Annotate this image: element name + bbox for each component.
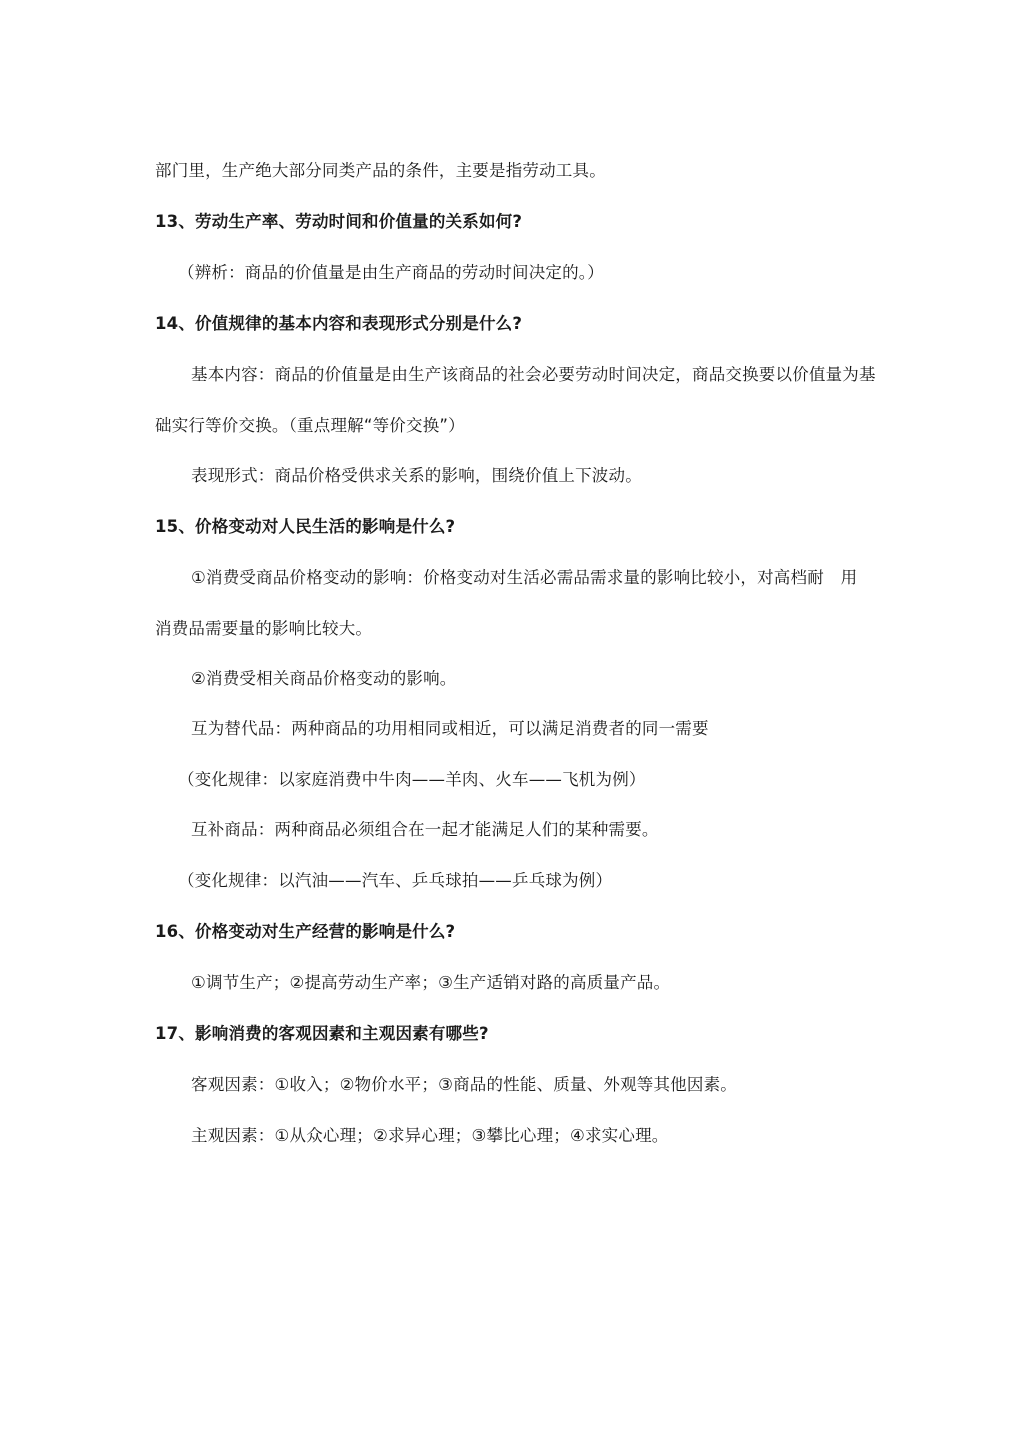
text-line: 消费品需要量的影响比较大。 (155, 619, 373, 638)
text-line: 础实行等价交换。（重点理解“等价交换”） (155, 416, 465, 435)
text-line: 基本内容：商品的价值量是由生产该商品的社会必要劳动时间决定，商品交换要以价值量为基 (191, 365, 876, 384)
text-line: 部门里，生产绝大部分同类产品的条件，主要是指劳动工具。 (155, 161, 606, 180)
text-line: ①调节生产；②提高劳动生产率；③生产适销对路的高质量产品。 (191, 973, 671, 992)
text-line: ①消费受商品价格变动的影响：价格变动对生活必需品需求量的影响比较小，对高档耐 用 (191, 568, 858, 587)
text-line: 互补商品：两种商品必须组合在一起才能满足人们的某种需要。 (191, 820, 659, 839)
question-heading-13: 13、劳动生产率、劳动时间和价值量的关系如何? (155, 212, 523, 231)
question-heading-16: 16、价格变动对生产经营的影响是什么? (155, 922, 456, 941)
text-line: 客观因素：①收入；②物价水平；③商品的性能、质量、外观等其他因素。 (191, 1075, 737, 1094)
text-line: （辨析：商品的价值量是由生产商品的劳动时间决定的。） (178, 263, 604, 282)
text-line: 表现形式：商品价格受供求关系的影响，围绕价值上下波动。 (191, 466, 642, 485)
question-heading-17: 17、影响消费的客观因素和主观因素有哪些? (155, 1024, 489, 1043)
text-line: 主观因素：①从众心理；②求异心理；③攀比心理；④求实心理。 (191, 1126, 669, 1145)
question-heading-14: 14、价值规律的基本内容和表现形式分别是什么? (155, 314, 523, 333)
text-line: （变化规律：以家庭消费中牛肉——羊肉、火车——飞机为例） (178, 770, 646, 789)
question-heading-15: 15、价格变动对人民生活的影响是什么? (155, 517, 456, 536)
text-line: ②消费受相关商品价格变动的影响。 (191, 669, 457, 688)
text-line: （变化规律：以汽油——汽车、乒乓球拍——乒乓球为例） (178, 871, 613, 890)
text-line: 互为替代品：两种商品的功用相同或相近，可以满足消费者的同一需要 (191, 719, 709, 738)
